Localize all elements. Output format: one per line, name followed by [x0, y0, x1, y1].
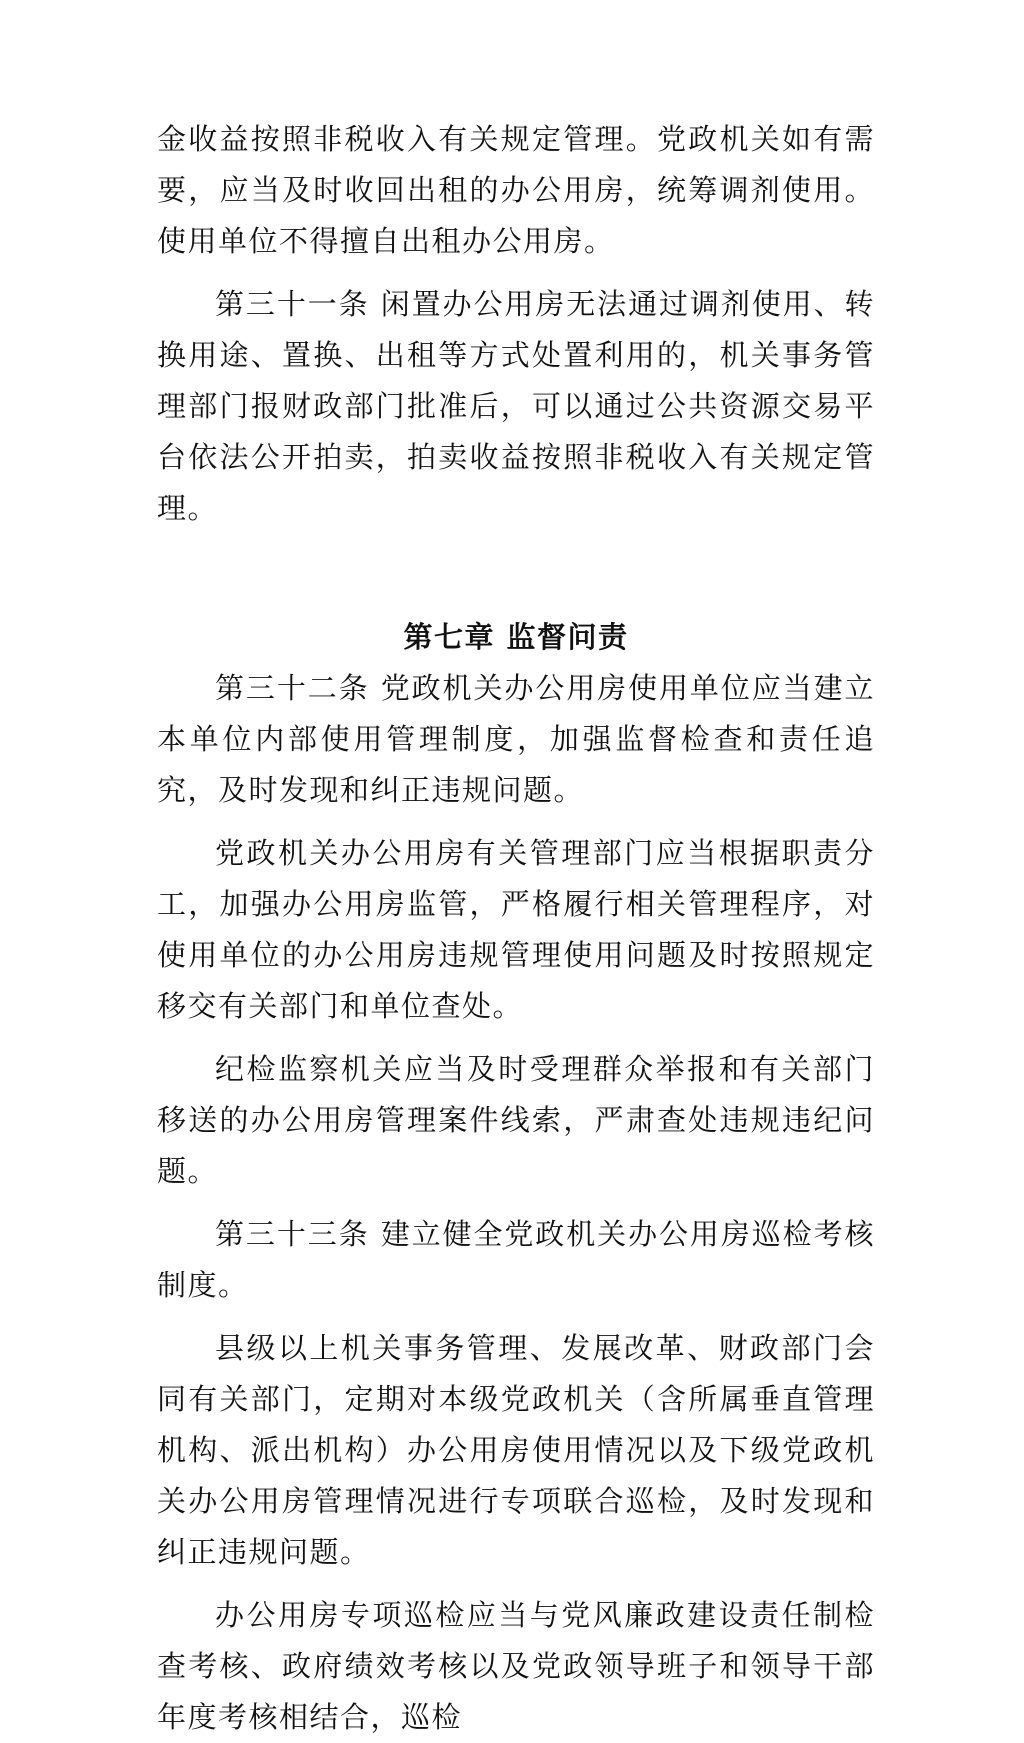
paragraph-management-departments: 党政机关办公用房有关管理部门应当根据职责分工，加强办公用房监管，严格履行相关管理程序，对使用单位的办公用房违规管理使用问题及时按照规定移交有关部门和单位查处。 — [157, 836, 875, 1023]
paragraph-article-33: 第三十三条 建立健全党政机关办公用房巡检考核制度。 — [157, 1217, 875, 1302]
paragraph-county-level: 县级以上机关事务管理、发展改革、财政部门会同有关部门，定期对本级党政机关（含所属垂直管理机构、派出机构）办公用房使用情况以及下级党政机关办公用房管理情况进行专项联合巡检，及时发现和纠正违规问题。 — [157, 1331, 875, 1569]
chapter-title: 第七章 监督问责 — [403, 620, 629, 654]
document-body — [157, 114, 875, 1743]
paragraph-special-inspection: 办公用房专项巡检应当与党风廉政建设责任制检查考核、政府绩效考核以及党政领导班子和领导干部年度考核相结合，巡检 — [157, 1598, 875, 1734]
paragraph-article-32: 第三十二条 党政机关办公用房使用单位应当建立本单位内部使用管理制度，加强监督检查和责任追究，及时发现和纠正违规问题。 — [157, 671, 875, 807]
paragraph-continuation: 金收益按照非税收入有关规定管理。党政机关如有需要，应当及时收回出租的办公用房，统筹调剂使用。使用单位不得擅自出租办公用房。 — [157, 122, 875, 258]
paragraph-discipline-inspection: 纪检监察机关应当及时受理群众举报和有关部门移送的办公用房管理案件线索，严肃查处违规违纪问题。 — [157, 1052, 875, 1188]
paragraph-article-31: 第三十一条 闲置办公用房无法通过调剂使用、转换用途、置换、出租等方式处置利用的，机关事务管理部门报财政部门批准后，可以通过公共资源交易平台依法公开拍卖，拍卖收益按照非税收入有关规定管理。 — [157, 287, 875, 525]
